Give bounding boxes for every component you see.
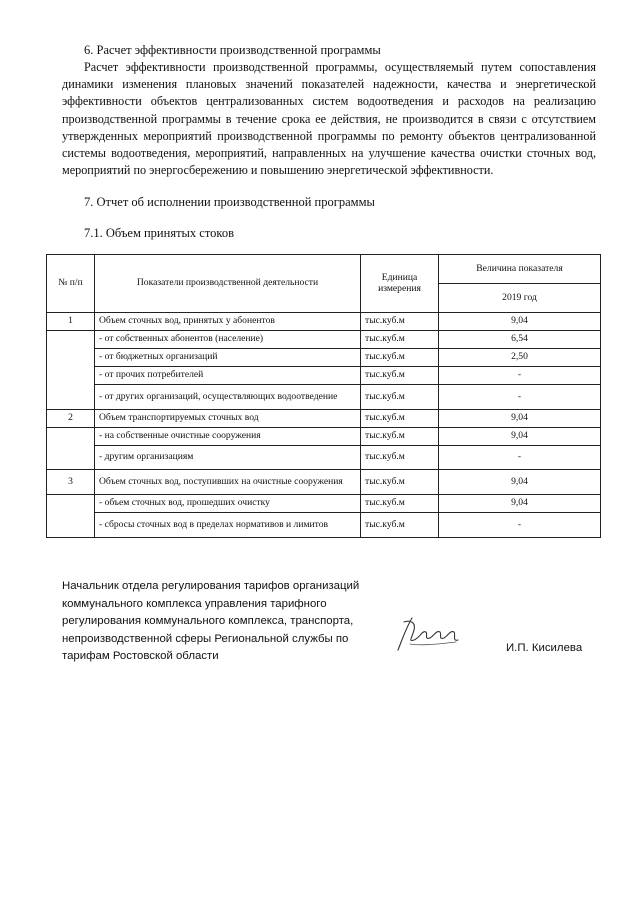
row-indicator: Объем сточных вод, поступивших на очистные сооружения [95, 470, 361, 495]
row-num: 3 [47, 470, 95, 495]
row-value: 6,54 [439, 331, 601, 349]
row-value: 9,04 [439, 495, 601, 513]
table-row [47, 470, 601, 495]
accepted-wastewater-table [46, 254, 601, 538]
table-row [47, 446, 601, 470]
row-value: 9,04 [439, 470, 601, 495]
row-unit: тыс.куб.м [361, 495, 439, 513]
header-unit: Единица измерения [361, 255, 439, 313]
row-value: 9,04 [439, 410, 601, 428]
row-unit: тыс.куб.м [361, 428, 439, 446]
row-indicator: - от других организаций, осуществляющих водоотведение [95, 385, 361, 410]
row-unit: тыс.куб.м [361, 446, 439, 470]
row-unit: тыс.куб.м [361, 349, 439, 367]
table-row [47, 349, 601, 367]
row-num [47, 331, 95, 410]
table-row [47, 367, 601, 385]
signatory-name: И.П. Кисилева [506, 642, 583, 654]
row-indicator: - от бюджетных организаций [95, 349, 361, 367]
header-value: Величина показателя [439, 255, 601, 284]
section-7-1-heading: 7.1. Объем принятых стоков [84, 226, 234, 240]
row-unit: тыс.куб.м [361, 313, 439, 331]
table-row [47, 410, 601, 428]
row-indicator: - от прочих потребителей [95, 367, 361, 385]
table-row [47, 385, 601, 410]
handwritten-signature [392, 610, 464, 660]
header-num: № п/п [47, 255, 95, 313]
table-row [47, 428, 601, 446]
row-num: 2 [47, 410, 95, 428]
row-indicator: - от собственных абонентов (население) [95, 331, 361, 349]
row-unit: тыс.куб.м [361, 470, 439, 495]
section-6-paragraph: Расчет эффективности производственной программы, осуществляемый путем сопоставления динамики изменения плановых значений показателей надежности, качества и энергетической эффективности объектов централизованных систем водоотведения и расходов на реализацию производственной программы в течение срока ее действия, не производится в связи с отсутствием утвержденных мероприятий производственной программы по ремонту объектов централизованной системы водоотведения, мероприятий, направленных на улучшение качества очистки сточных вод, мероприятий по энергосбережению и повышению энергетической эффективности. [62, 60, 596, 178]
header-indicator: Показатели производственной деятельности [95, 255, 361, 313]
row-num [47, 428, 95, 470]
header-year: 2019 год [439, 284, 601, 313]
section-7-heading: 7. Отчет об исполнении производственной программы [84, 195, 375, 209]
row-value: 9,04 [439, 428, 601, 446]
table-row [47, 513, 601, 538]
row-num [47, 495, 95, 538]
row-unit: тыс.куб.м [361, 385, 439, 410]
table-row [47, 313, 601, 331]
row-value: 9,04 [439, 313, 601, 331]
row-indicator: - сбросы сточных вод в пределах нормативов и лимитов [95, 513, 361, 538]
row-indicator: Объем транспортируемых сточных вод [95, 410, 361, 428]
table-row [47, 331, 601, 349]
row-value: - [439, 513, 601, 538]
row-unit: тыс.куб.м [361, 367, 439, 385]
row-value: - [439, 385, 601, 410]
row-unit: тыс.куб.м [361, 410, 439, 428]
table-row [47, 495, 601, 513]
signatory-position: Начальник отдела регулирования тарифов организаций коммунального комплекса управления тарифного регулирования коммунального комплекса, транспорта, непроизводственной сферы Региональной службы по тарифам Ростовской области [62, 580, 360, 662]
row-indicator: - объем сточных вод, прошедших очистку [95, 495, 361, 513]
row-value: 2,50 [439, 349, 601, 367]
row-value: - [439, 446, 601, 470]
row-unit: тыс.куб.м [361, 331, 439, 349]
row-value: - [439, 367, 601, 385]
row-unit: тыс.куб.м [361, 513, 439, 538]
row-indicator: Объем сточных вод, принятых у абонентов [95, 313, 361, 331]
section-6-heading: 6. Расчет эффективности производственной программы [84, 43, 381, 57]
row-indicator: - другим организациям [95, 446, 361, 470]
row-num: 1 [47, 313, 95, 331]
row-indicator: - на собственные очистные сооружения [95, 428, 361, 446]
